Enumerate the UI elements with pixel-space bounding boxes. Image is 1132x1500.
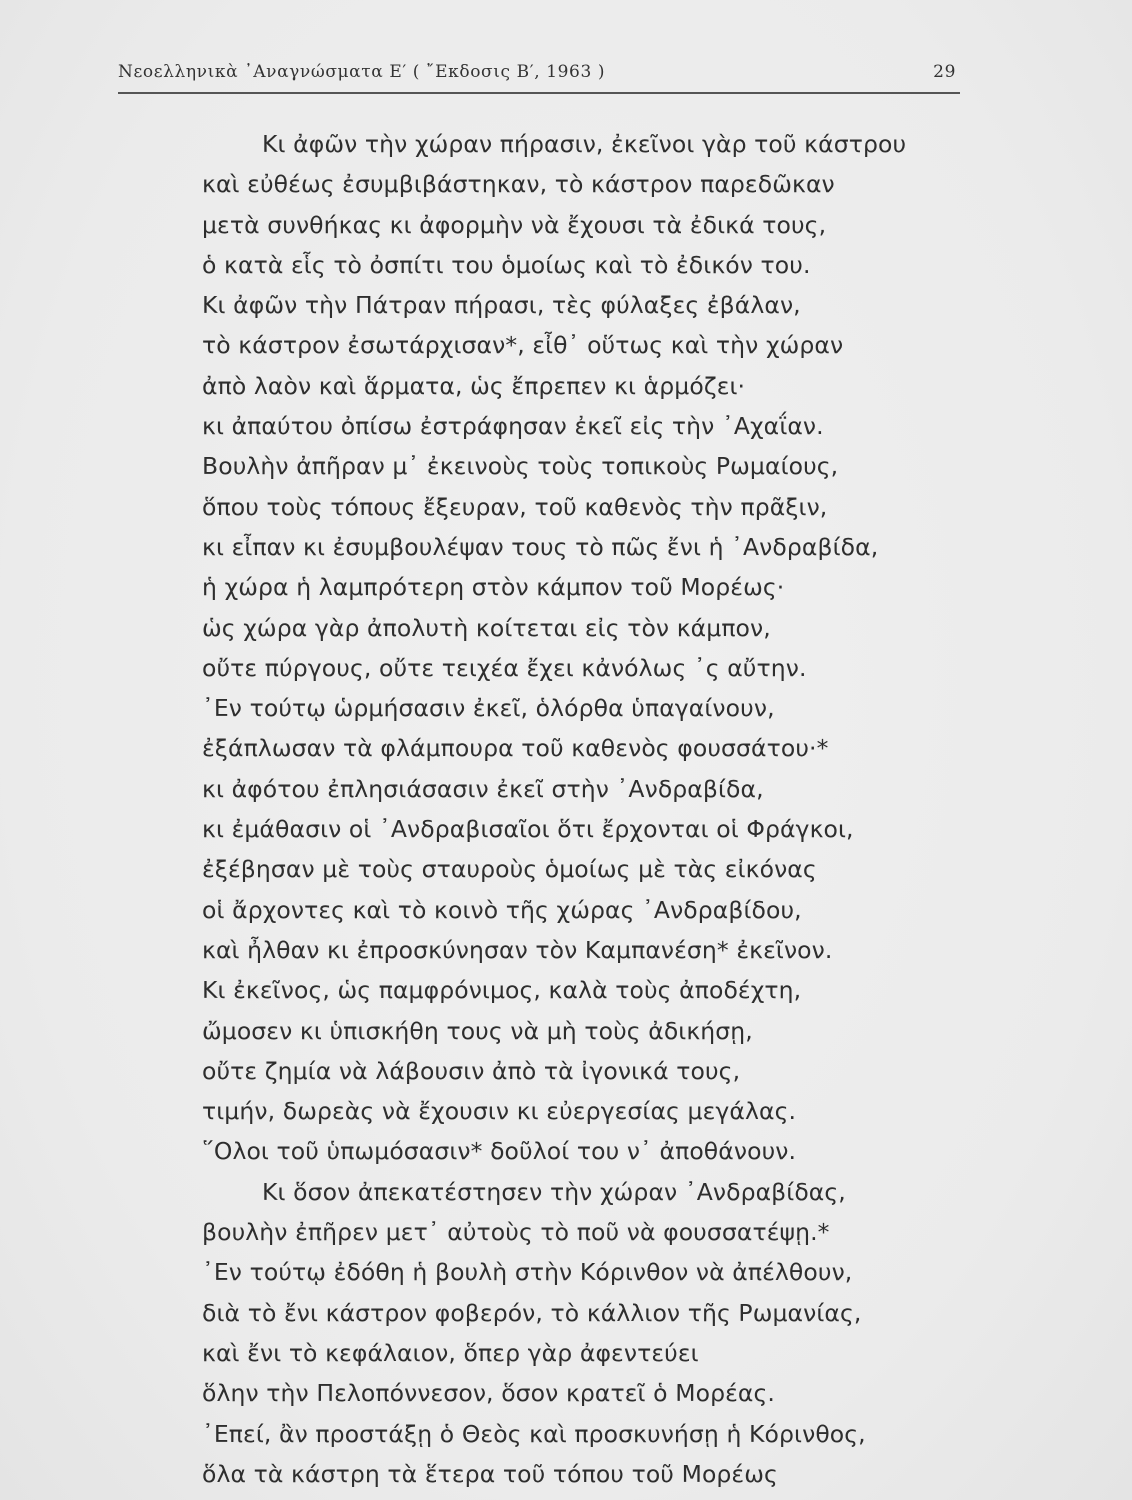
verse-line: κι ἀφότου ἐπλησιάσασιν ἐκεῖ στὴν ᾿Ανδραβίδα, bbox=[202, 774, 764, 803]
verse-line: ὤμοσεν κι ὑπισκήθη τους νὰ μὴ τοὺς ἀδικήσῃ, bbox=[202, 1016, 753, 1045]
verse-line: κι εἶπαν κι ἐσυμβουλέψαν τους τὸ πῶς ἔνι ἡ ᾿Ανδραβίδα, bbox=[202, 532, 879, 561]
page-number: 29 bbox=[933, 62, 956, 82]
verse-line: καὶ ἔνι τὸ κεφάλαιον, ὅπερ γὰρ ἀφεντεύει bbox=[202, 1338, 699, 1367]
verse-line: ᾿Εν τούτῳ ἐδόθη ἡ βουλὴ στὴν Κόρινθον νὰ ἀπέλθουν, bbox=[202, 1258, 853, 1287]
verse-line: Κι ἀφῶν τὴν Πάτραν πήρασι, τὲς φύλαξες ἐβάλαν, bbox=[202, 291, 801, 320]
verse-line: οὔτε πύργους, οὔτε τειχέα ἔχει κἀνόλως ᾽ς αὔτην. bbox=[202, 653, 807, 682]
verse-line: ὅπου τοὺς τόπους ἔξευραν, τοῦ καθενὸς τὴν πρᾶξιν, bbox=[202, 492, 828, 521]
verse-line: ὅλα τὰ κάστρη τὰ ἕτερα τοῦ τόπου τοῦ Μορέως bbox=[202, 1459, 778, 1488]
verse-line: ὁ κατὰ εἷς τὸ ὀσπίτι του ὁμοίως καὶ τὸ ἐδικόν του. bbox=[202, 250, 811, 279]
running-title: Νεοελληνικὰ ᾿Αναγνώσματα Ε′ ( ῎Εκδοσις Β′, 1963 ) bbox=[118, 62, 606, 82]
verse-line: ἀπὸ λαὸν καὶ ἅρματα, ὡς ἔπρεπεν κι ἁρμόζει· bbox=[202, 371, 746, 400]
verse-line: Κι ὅσον ἀπεκατέστησεν τὴν χώραν ᾿Ανδραβίδας, bbox=[262, 1177, 846, 1206]
verse-line: ἐξέβησαν μὲ τοὺς σταυροὺς ὁμοίως μὲ τὰς εἰκόνας bbox=[202, 855, 817, 884]
verse-line: ὡς χώρα γὰρ ἀπολυτὴ κοίτεται εἰς τὸν κάμπον, bbox=[202, 613, 771, 642]
poem-text bbox=[202, 124, 962, 1494]
verse-line: ἐξάπλωσαν τὰ φλάμπουρα τοῦ καθενὸς φουσσάτου·* bbox=[202, 734, 829, 763]
verse-line: ᾿Επεί, ἂν προστάξῃ ὁ Θεὸς καὶ προσκυνήσῃ ἡ Κόρινθος, bbox=[202, 1419, 866, 1448]
verse-line: ἡ χώρα ἡ λαμπρότερη στὸν κάμπον τοῦ Μορέως· bbox=[202, 573, 785, 602]
verse-line: οἱ ἄρχοντες καὶ τὸ κοινὸ τῆς χώρας ᾿Ανδραβίδου, bbox=[202, 895, 802, 924]
verse-line: μετὰ συνθήκας κι ἀφορμὴν νὰ ἔχουσι τὰ ἐδικά τους, bbox=[202, 210, 827, 239]
page-header bbox=[118, 58, 960, 88]
verse-line: ῞Ολοι τοῦ ὑπωμόσασιν* δοῦλοί του ν᾽ ἀποθάνουν. bbox=[202, 1137, 797, 1166]
verse-line: καὶ ἦλθαν κι ἐπροσκύνησαν τὸν Καμπανέση* ἐκεῖνον. bbox=[202, 935, 833, 964]
verse-line: καὶ εὐθέως ἐσυμβιβάστηκαν, τὸ κάστρον παρεδῶκαν bbox=[202, 170, 835, 199]
verse-line: κι ἀπαύτου ὀπίσω ἐστράφησαν ἐκεῖ εἰς τὴν ᾿Αχαΐαν. bbox=[202, 412, 824, 441]
verse-line: τὸ κάστρον ἐσωτάρχισαν*, εἶθ᾽ οὕτως καὶ τὴν χώραν bbox=[202, 331, 844, 360]
verse-line: οὔτε ζημία νὰ λάβουσιν ἀπὸ τὰ ἰγονικά τους, bbox=[202, 1056, 741, 1085]
verse-line: Κι ἐκεῖνος, ὡς παμφρόνιμος, καλὰ τοὺς ἀποδέχτη, bbox=[202, 976, 802, 1005]
verse-line: Βουλὴν ἀπῆραν μ᾽ ἐκεινοὺς τοὺς τοπικοὺς Ρωμαίους, bbox=[202, 452, 839, 481]
verse-line: βουλὴν ἐπῆρεν μετ᾽ αὐτοὺς τὸ ποῦ νὰ φουσσατέψῃ.* bbox=[202, 1218, 830, 1247]
verse-line: Κι ἀφῶν τὴν χώραν πήρασιν, ἐκεῖνοι γὰρ τοῦ κάστρου bbox=[262, 130, 907, 158]
verse-line: τιμήν, δωρεὰς νὰ ἔχουσιν κι εὐεργεσίας μεγάλας. bbox=[202, 1097, 797, 1126]
verse-line: ᾿Εν τούτῳ ὡρμήσασιν ἐκεῖ, ὁλόρθα ὑπαγαίνουν, bbox=[202, 694, 775, 723]
verse-line: διὰ τὸ ἔνι κάστρον φοβερόν, τὸ κάλλιον τῆς Ρωμανίας, bbox=[202, 1298, 862, 1327]
verse-line: ὅλην τὴν Πελοπόννεσον, ὅσον κρατεῖ ὁ Μορέας. bbox=[202, 1379, 775, 1408]
header-rule bbox=[118, 92, 960, 94]
verse-line: κι ἐμάθασιν οἱ ᾿Ανδραβισαῖοι ὅτι ἔρχονται οἱ Φράγκοι, bbox=[202, 815, 854, 844]
